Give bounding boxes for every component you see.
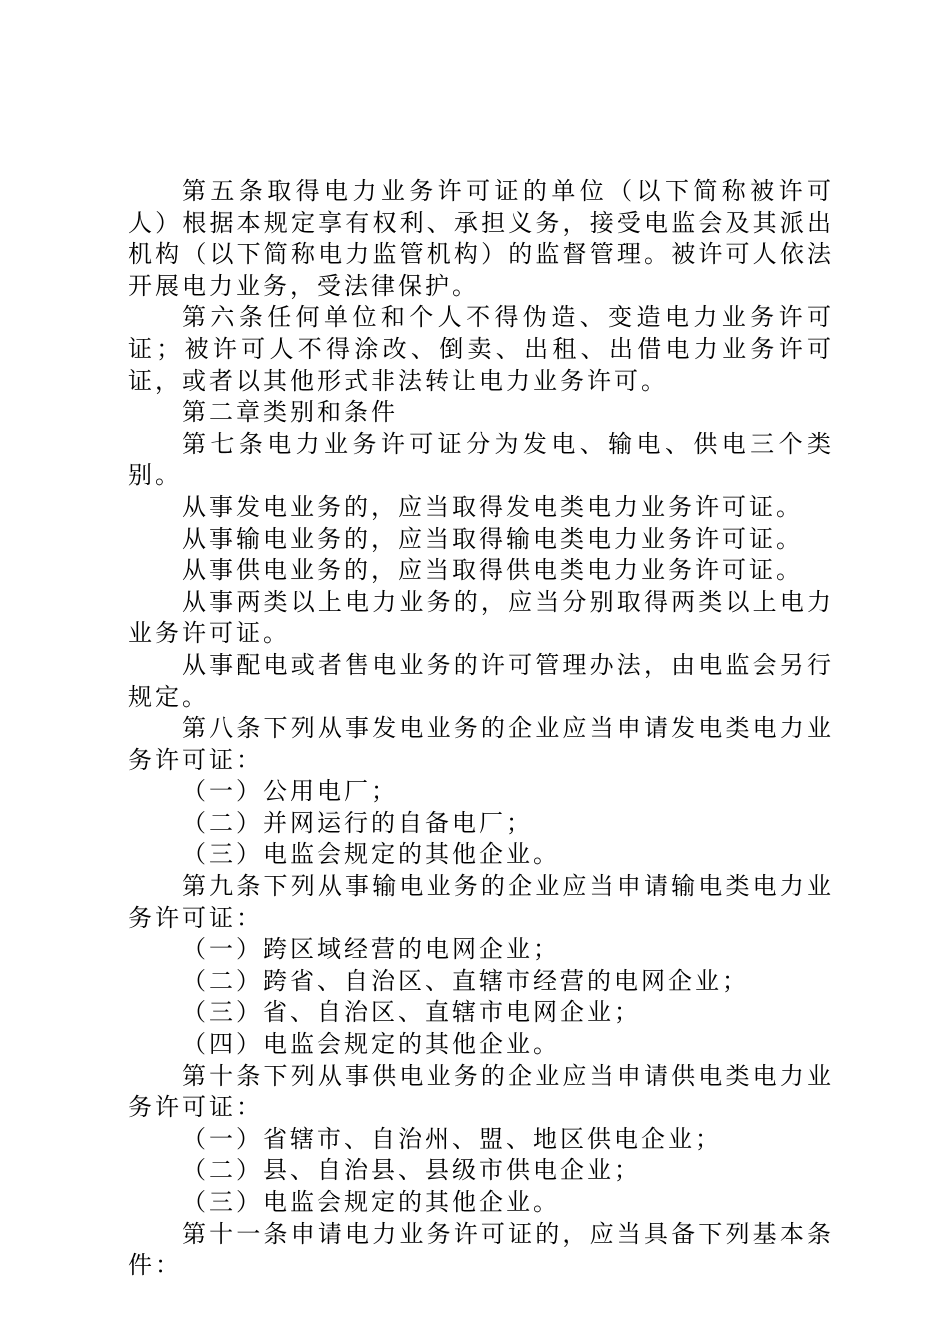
distribution-sales-paragraph: 从事配电或者售电业务的许可管理办法，由电监会另行规定。	[128, 650, 834, 711]
article-11-paragraph: 第十一条申请电力业务许可证的，应当具备下列基本条件：	[128, 1219, 834, 1280]
article-9-item-1: （一）跨区域经营的电网企业；	[182, 935, 560, 964]
article-6-paragraph: 第六条任何单位和个人不得伪造、变造电力业务许可证；被许可人不得涂改、倒卖、出租、出借电力业务许可证，或者以其他形式非法转让电力业务许可。	[128, 303, 834, 395]
article-8-item-1: （一）公用电厂；	[182, 777, 398, 806]
document-body	[128, 176, 834, 1282]
multiple-business-paragraph: 从事两类以上电力业务的，应当分别取得两类以上电力业务许可证。	[128, 587, 834, 648]
article-10-item-3: （三）电监会规定的其他企业。	[182, 1188, 560, 1216]
article-10-paragraph: 第十条下列从事供电业务的企业应当申请供电类电力业务许可证：	[128, 1061, 834, 1122]
article-9-item-3: （三）省、自治区、直辖市电网企业；	[182, 998, 641, 1027]
article-7-paragraph: 第七条电力业务许可证分为发电、输电、供电三个类别。	[128, 429, 834, 490]
transmission-business-paragraph: 从事输电业务的，应当取得输电类电力业务许可证。	[182, 524, 803, 553]
article-9-item-2: （二）跨省、自治区、直辖市经营的电网企业；	[182, 966, 749, 995]
chapter-2-heading: 第二章类别和条件	[182, 398, 398, 427]
article-5-paragraph: 第五条取得电力业务许可证的单位（以下简称被许可人）根据本规定享有权利、承担义务，接受电监会及其派出机构（以下简称电力监管机构）的监督管理。被许可人依法开展电力业务，受法律保护。	[128, 177, 834, 300]
article-10-item-1: （一）省辖市、自治州、盟、地区供电企业；	[182, 1124, 722, 1153]
article-9-paragraph: 第九条下列从事输电业务的企业应当申请输电类电力业务许可证：	[128, 872, 834, 932]
article-10-item-2: （二）县、自治县、县级市供电企业；	[182, 1156, 641, 1185]
article-8-item-3: （三）电监会规定的其他企业。	[182, 840, 560, 869]
generation-business-paragraph: 从事发电业务的，应当取得发电类电力业务许可证。	[182, 492, 803, 521]
article-8-item-2: （二）并网运行的自备电厂；	[182, 808, 533, 837]
article-8-paragraph: 第八条下列从事发电业务的企业应当申请发电类电力业务许可证：	[128, 714, 834, 774]
article-9-item-4: （四）电监会规定的其他企业。	[182, 1030, 560, 1059]
supply-business-paragraph: 从事供电业务的，应当取得供电类电力业务许可证。	[182, 556, 803, 585]
